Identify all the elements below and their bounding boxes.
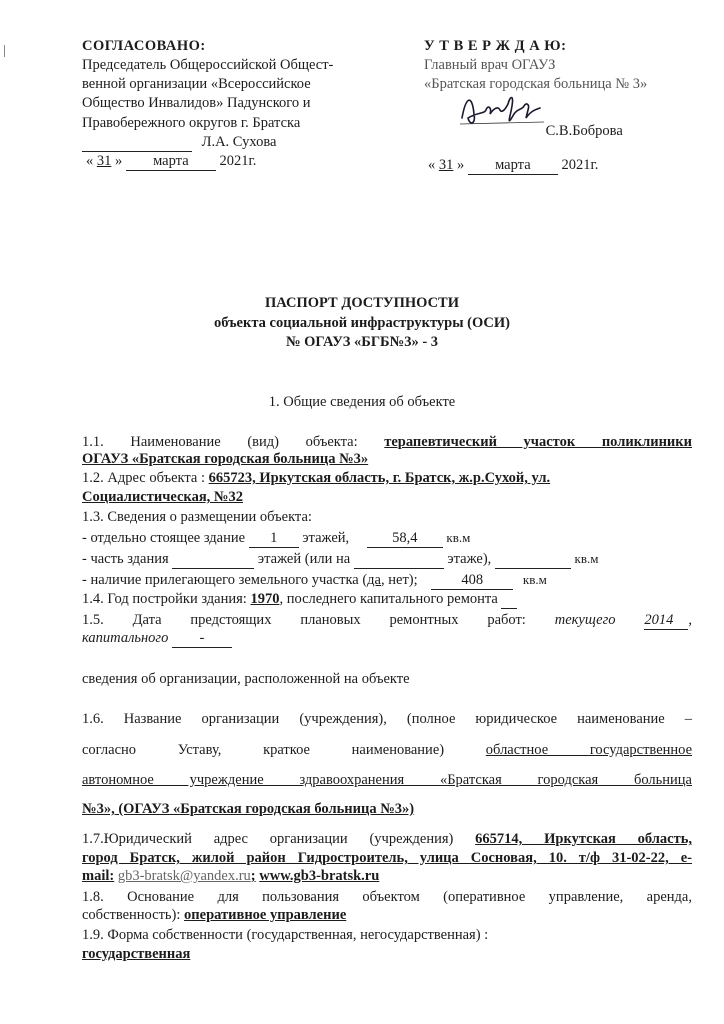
row-land-yes: да [367, 572, 381, 588]
item-1-5-capital-label: капитального [82, 630, 169, 646]
item-1-4-year: 1970 [250, 591, 280, 607]
row-part-area-blank [495, 551, 571, 569]
row-standalone-label: - отдельно стоящее здание [82, 530, 246, 546]
right-header-title: У Т В Е Р Ж Д А Ю: [424, 38, 567, 54]
left-date-day: 31 [96, 153, 112, 169]
item-1-5-line-2 [82, 630, 232, 648]
item-1-7-address-part-1: 665714, Иркутская область, [475, 831, 692, 847]
left-date-month: марта [126, 153, 216, 171]
item-1-5-current-label: текущего [554, 612, 616, 628]
left-header-date [86, 153, 256, 171]
row-land-area: 408 [431, 572, 513, 590]
row-part-label: - часть здания [82, 551, 169, 567]
item-1-4 [82, 591, 517, 609]
item-1-6-short-label: согласно Уставу, краткое наименование) [82, 742, 445, 758]
item-1-1-line-1 [82, 433, 692, 451]
row-part-unit: кв.м [574, 551, 599, 566]
row-standalone [82, 529, 470, 548]
item-1-8-line-2 [82, 907, 346, 924]
item-1-8-line-1: 1.8. Основание для пользования объектом (оперативное управление, аренда, [82, 889, 692, 905]
org-info-heading: сведения об организации, расположенной на объекте [82, 671, 410, 687]
left-header-title: СОГЛАСОВАНО: [82, 38, 206, 54]
document-number: № ОГАУЗ «БГБ№3» - 3 [285, 334, 439, 350]
item-1-6-name-part-1: областное государственное [485, 742, 693, 758]
item-1-1-label: 1.1. Наименование (вид) объекта: [82, 434, 358, 450]
row-land-label: - наличие прилегающего земельного участка ( [82, 572, 368, 588]
item-1-5-label: 1.5. Дата предстоящих плановых ремонтных работ: [82, 612, 526, 628]
right-date-day: 31 [438, 157, 454, 173]
item-1-7-line-3 [82, 868, 379, 885]
item-1-8-value: оперативное управление [184, 907, 347, 923]
right-header-date [428, 157, 598, 175]
left-date-quote-close: » [115, 153, 123, 169]
row-part-floors-label: этажей (или на [257, 551, 351, 567]
item-1-7-website-link[interactable]: www.gb3-bratsk.ru [259, 868, 380, 884]
item-1-6-line-4: №3», (ОГАУЗ «Братская городская больница №3») [82, 801, 415, 817]
left-date-quote-open: « [86, 153, 94, 169]
item-1-7-email-label: mail: [82, 868, 115, 884]
right-header-line-2: «Братская городская больница № 3» [424, 76, 648, 92]
right-date-quote-open: « [428, 157, 436, 173]
item-1-2-line-1 [82, 470, 550, 487]
row-standalone-unit: кв.м [446, 530, 471, 545]
row-standalone-floors-label: этажей, [302, 530, 350, 546]
right-date-year: 2021г. [561, 157, 599, 173]
item-1-6-line-3: автономное учреждение здравоохранения «Братская городская больница [82, 772, 692, 788]
left-header-line-3: Общество Инвалидов» Падунского и [82, 95, 311, 111]
item-1-2-line-2: Социалистическая, №32 [82, 489, 243, 505]
item-1-5-line-1 [82, 611, 692, 630]
left-header-signature-line [82, 134, 276, 152]
row-land [82, 571, 547, 590]
row-part-floors-blank [172, 551, 254, 569]
item-1-6-line-2 [82, 741, 692, 759]
item-1-3: 1.3. Сведения о размещении объекта: [82, 509, 312, 525]
row-part [82, 550, 598, 569]
row-land-no: , нет); [381, 572, 418, 588]
document-subtitle: объекта социальной инфраструктуры (ОСИ) [213, 315, 511, 331]
item-1-5-capital-value: - [172, 630, 232, 648]
item-1-4-capital-label: , последнего капитального ремонта [279, 591, 498, 607]
row-part-floor-label: этаже), [447, 551, 492, 567]
right-signature-blank [424, 123, 534, 141]
item-1-8-label-end: собственность): [82, 907, 181, 923]
item-1-2-value: 665723, Иркутская область, г. Братск, ж.р.Сухой, ул. [208, 470, 551, 486]
item-1-9-value: государственная [82, 946, 191, 962]
scan-mark [4, 45, 11, 57]
right-header-line-1: Главный врач ОГАУЗ [424, 57, 556, 73]
item-1-1-line-2: ОГАУЗ «Братская городская больница №3» [82, 451, 369, 467]
row-standalone-floors: 1 [249, 530, 299, 548]
item-1-1-value: терапевтический участок поликлиники [384, 434, 692, 450]
item-1-5-comma: , [688, 612, 693, 628]
left-header-line-1: Председатель Общероссийской Общест- [82, 57, 334, 73]
right-date-quote-close: » [457, 157, 465, 173]
right-header-signature-line [424, 123, 623, 141]
row-land-unit: кв.м [522, 572, 547, 587]
item-1-4-label: 1.4. Год постройки здания: [82, 591, 247, 607]
item-1-7-separator: ; [250, 868, 256, 884]
item-1-6-line-1: 1.6. Название организации (учреждения), (полное юридическое наименование – [82, 711, 692, 727]
left-signature-blank [82, 134, 192, 152]
left-header-line-4: Правобережного округов г. Братска [82, 115, 301, 131]
item-1-7-email-link[interactable]: gb3-bratsk@yandex.ru [117, 868, 251, 884]
left-header-signer: Л.А. Сухова [201, 134, 277, 150]
item-1-9-line-1: 1.9. Форма собственности (государственная, негосударственная) : [82, 927, 489, 943]
row-standalone-area: 58,4 [367, 530, 443, 548]
item-1-7-line-1 [82, 830, 692, 848]
row-part-floor-blank [354, 551, 444, 569]
section-1-heading: 1. Общие сведения об объекте [268, 394, 456, 410]
left-header-line-2: венной организации «Всероссийское [82, 76, 311, 92]
item-1-2-label: 1.2. Адрес объекта : [82, 470, 205, 486]
left-date-year: 2021г. [219, 153, 257, 169]
item-1-7-line-2: город Братск, жилой район Гидростроитель, улица Сосновая, 10. т/ф 31-02-22, e- [82, 850, 692, 866]
item-1-5-current-value: 2014 [644, 611, 688, 630]
right-header-signer: С.В.Боброва [545, 123, 623, 139]
document-title: ПАСПОРТ ДОСТУПНОСТИ [264, 295, 460, 311]
item-1-7-label: 1.7.Юридический адрес организации (учреждения) [82, 831, 454, 847]
right-date-month: марта [468, 157, 558, 175]
item-1-4-capital-blank [501, 591, 517, 609]
